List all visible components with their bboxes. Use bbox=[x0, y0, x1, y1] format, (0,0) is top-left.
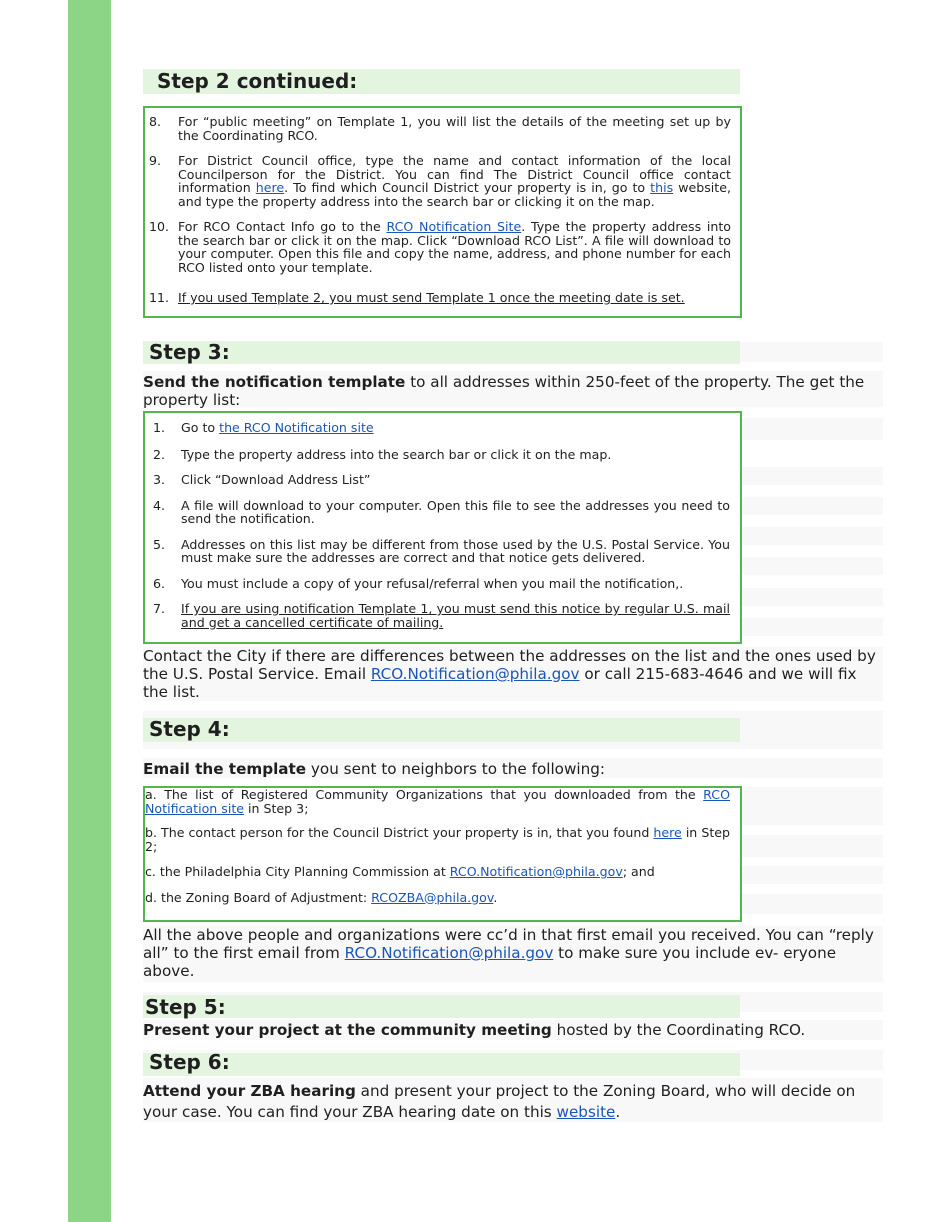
step3-heading: Step 3: bbox=[149, 340, 230, 364]
item-number: 10. bbox=[149, 219, 170, 234]
bg-strip bbox=[738, 835, 883, 857]
council-contact-link[interactable]: here bbox=[653, 825, 682, 840]
step3-list bbox=[145, 413, 740, 629]
page-accent-bar bbox=[68, 0, 111, 1222]
bg-strip bbox=[738, 467, 883, 485]
rco-notification-site-link[interactable]: RCO Notification site bbox=[145, 787, 730, 816]
item-number: 5. bbox=[153, 536, 166, 552]
item-text: in Step 3; bbox=[244, 800, 309, 816]
item-text: If you are using notification Template 1, you must send this notice by regular U.S. mail and get a cancelled certificate of mailing. bbox=[181, 601, 730, 630]
rco-email-link[interactable]: RCO.Notification@phila.gov bbox=[344, 944, 554, 962]
bg-strip bbox=[738, 418, 883, 440]
paragraph-text: or call 215-683-4646 and we will fix the list. bbox=[143, 665, 857, 701]
item-number: 11. bbox=[149, 290, 170, 305]
bg-strip bbox=[738, 497, 883, 515]
bg-strip bbox=[738, 527, 883, 545]
step3-intro bbox=[143, 373, 883, 409]
item-number: 6. bbox=[153, 575, 166, 591]
item-number: 2. bbox=[153, 446, 166, 462]
list-item bbox=[153, 421, 730, 435]
step6-header bbox=[143, 1050, 740, 1076]
item-text: b. The contact person for the Council District your property is in, that you found bbox=[145, 825, 654, 840]
step6-heading: Step 6: bbox=[149, 1050, 230, 1074]
bg-strip bbox=[738, 787, 883, 825]
step2-header bbox=[143, 69, 740, 94]
item-text: d. the Zoning Board of Adjustment: bbox=[145, 889, 372, 905]
list-item bbox=[145, 826, 730, 853]
item-number: 3. bbox=[153, 472, 166, 487]
item-text: . Type the property address into the search bar or click it on the map. Click “Download RCO List”. A file will download to your computer. Open this file and copy the name, address, and phone number for each RCO listed onto your template. bbox=[178, 219, 732, 275]
planning-commission-email-link[interactable]: RCO.Notification@phila.gov bbox=[449, 864, 623, 879]
list-item bbox=[149, 291, 731, 305]
list-item bbox=[153, 538, 730, 565]
step2-list-box bbox=[143, 106, 742, 318]
step6-paragraph bbox=[143, 1081, 883, 1123]
item-text: For “public meeting” on Template 1, you will list the details of the meeting set up by the Coordinating RCO. bbox=[178, 114, 731, 143]
item-text: a. The list of Registered Community Organizations that you downloaded from the bbox=[145, 787, 704, 802]
item-text: A file will download to your computer. Open this file to see the addresses you need to send the notification. bbox=[181, 497, 730, 526]
list-item bbox=[149, 154, 731, 208]
step4-intro-text: you sent to neighbors to the following: bbox=[306, 760, 605, 778]
item-text: For District Council office, type the name and contact information of the local Councilperson for the District. You can find The District Council office contact information bbox=[178, 153, 731, 195]
item-text: Addresses on this list may be different from those used by the U.S. Postal Service. You must make sure the addresses are correct and that notice gets delivered. bbox=[181, 536, 730, 565]
council-district-link[interactable]: this bbox=[650, 180, 674, 195]
step4-list bbox=[145, 788, 740, 904]
item-text: Go to bbox=[181, 420, 220, 435]
item-number: 1. bbox=[153, 420, 166, 435]
item-text: ; and bbox=[622, 864, 655, 879]
item-text: in Step 2; bbox=[145, 825, 730, 854]
step6-bold: Attend your ZBA hearing bbox=[143, 1082, 356, 1100]
step4-intro bbox=[143, 760, 883, 778]
step2-heading: Step 2 continued: bbox=[157, 69, 358, 93]
paragraph-text: hosted by the Coordinating RCO. bbox=[551, 1021, 806, 1039]
paragraph-text: and present your project to the Zoning Board, who will decide on your case. You can find your ZBA hearing date on this bbox=[143, 1082, 856, 1121]
zba-email-link[interactable]: RCOZBA@phila.gov bbox=[371, 889, 494, 905]
step5-paragraph bbox=[143, 1021, 883, 1039]
bg-strip bbox=[738, 866, 883, 884]
bg-strip bbox=[738, 588, 883, 606]
list-item bbox=[145, 865, 730, 879]
item-text: c. the Philadelphia City Planning Commission at bbox=[145, 864, 450, 879]
step4-heading: Step 4: bbox=[149, 717, 230, 741]
paragraph-text: . bbox=[615, 1103, 621, 1121]
step2-list bbox=[145, 108, 740, 305]
list-item bbox=[153, 448, 730, 462]
item-number: 8. bbox=[149, 114, 162, 129]
step5-header bbox=[143, 995, 740, 1018]
list-item bbox=[149, 220, 731, 274]
item-number: 7. bbox=[153, 601, 166, 616]
step4-header bbox=[143, 718, 740, 742]
step3-list-box bbox=[143, 411, 742, 644]
list-item bbox=[153, 473, 730, 487]
list-item bbox=[145, 788, 730, 815]
rco-notification-site-link[interactable]: RCO Notification Site bbox=[386, 219, 522, 234]
item-text: . bbox=[493, 889, 498, 905]
zba-hearing-website-link[interactable]: website bbox=[556, 1103, 616, 1121]
bg-strip bbox=[738, 618, 883, 636]
rco-notification-site-link[interactable]: the RCO Notification site bbox=[219, 420, 374, 435]
paragraph-text: All the above people and organizations were cc’d in that first email you received. You can “reply all” to the first email from bbox=[143, 926, 874, 962]
list-item bbox=[153, 602, 730, 629]
bg-strip bbox=[738, 894, 883, 914]
step4-cc-paragraph bbox=[143, 926, 883, 980]
item-text: You must include a copy of your refusal/referral when you mail the notification,. bbox=[181, 575, 684, 591]
paragraph-text: to make sure you include ev- eryone above. bbox=[143, 944, 837, 980]
item-text: Click “Download Address List” bbox=[181, 472, 371, 487]
step4-intro-bold: Email the template bbox=[143, 760, 307, 778]
item-text: Type the property address into the search bar or click it on the map. bbox=[181, 446, 612, 462]
list-item bbox=[145, 891, 730, 905]
item-number: 9. bbox=[149, 153, 162, 168]
bg-strip bbox=[738, 557, 883, 575]
council-office-link[interactable]: here bbox=[255, 180, 285, 195]
item-text: website, and type the property address into the search bar or clicking it on the map. bbox=[178, 180, 731, 209]
step4-list-box bbox=[143, 786, 742, 922]
rco-email-link[interactable]: RCO.Notification@phila.gov bbox=[370, 665, 580, 683]
list-item bbox=[149, 115, 731, 142]
step3-header bbox=[143, 341, 740, 364]
step5-bold: Present your project at the community meeting bbox=[143, 1021, 552, 1039]
step3-contact-paragraph bbox=[143, 647, 883, 701]
item-text: For RCO Contact Info go to the bbox=[178, 219, 387, 234]
list-item bbox=[153, 499, 730, 526]
step5-heading: Step 5: bbox=[145, 995, 226, 1019]
item-text: If you used Template 2, you must send Template 1 once the meeting date is set. bbox=[178, 290, 685, 305]
paragraph-text: Contact the City if there are differences between the addresses on the list and the ones used by the U.S. Postal Service. Email bbox=[143, 647, 876, 683]
step3-intro-text: to all addresses within 250-feet of the property. The get the property list: bbox=[143, 373, 865, 409]
list-item bbox=[153, 577, 730, 591]
item-text: . To find which Council District your property is in, go to bbox=[284, 180, 651, 195]
step3-intro-bold: Send the notification template bbox=[143, 373, 406, 391]
item-number: 4. bbox=[153, 497, 166, 513]
